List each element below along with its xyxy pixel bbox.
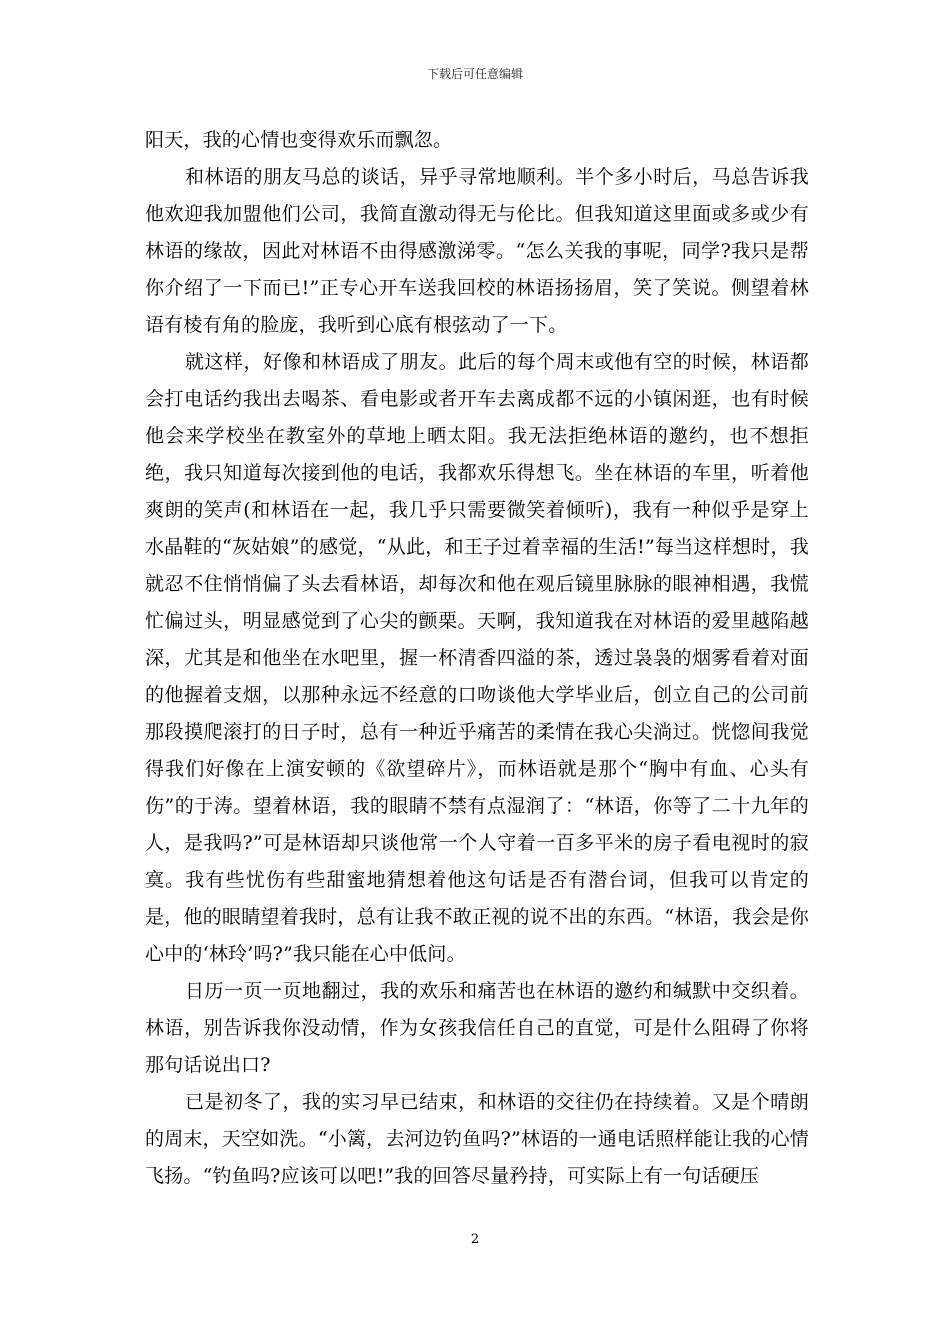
body-text — [145, 122, 809, 1195]
paragraph-3: 就这样，好像和林语成了朋友。此后的每个周末或他有空的时候，林语都会打电话约我出去喝茶、看电影或者开车去离成都不远的小镇闲逛，也有时候他会来学校坐在教室外的草地上晒太阳。我无法拒绝林语的邀约，也不想拒绝，我只知道每次接到他的电话，我都欢乐得想飞。坐在林语的车里，听着他爽朗的笑声(和林语在一起，我几乎只需要微笑着倾听)，我有一种似乎是穿上水晶鞋的“灰姑娘”的感觉，“从此，和王子过着幸福的生活!”每当这样想时，我就忍不住悄悄偏了头去看林语，却每次和他在观后镜里脉脉的眼神相遇，我慌忙偏过头，明显感觉到了心尖的颤栗。天啊，我知道我在对林语的爱里越陷越深，尤其是和他坐在水吧里，握一杯清香四溢的茶，透过袅袅的烟雾看着对面的他握着支烟，以那种永远不经意的口吻谈他大学毕业后，创立自己的公司前那段摸爬滚打的日子时，总有一种近乎痛苦的柔情在我心尖淌过。恍惚间我觉得我们好像在上演安顿的《欲望碎片》，而林语就是那个“胸中有血、心头有伤”的于涛。望着林语，我的眼睛不禁有点湿润了：“林语，你等了二十九年的人，是我吗?”可是林语却只谈他常一个人守着一百多平米的房子看电视时的寂寞。我有些忧伤有些甜蜜地猜想着他这句话是否有潜台词，但我可以肯定的是，他的眼睛望着我时，总有让我不敢正视的说不出的东西。“林语，我会是你心中的‘林玲’吗?”我只能在心中低问。 — [145, 351, 809, 965]
paragraph-1: 阳天，我的心情也变得欢乐而飘忽。 — [145, 129, 453, 151]
paragraph-2: 和林语的朋友马总的谈话，异乎寻常地顺利。半个多小时后，马总告诉我他欢迎我加盟他们公司，我简直激动得无与伦比。但我知道这里面或多或少有林语的缘故，因此对林语不由得感激涕零。“怎么关我的事呢，同学?我只是帮你介绍了一下而已!”正专心开车送我回校的林语扬扬眉，笑了笑说。侧望着林语有棱有角的脸庞，我听到心底有根弦动了一下。 — [145, 166, 809, 336]
paragraph-5: 已是初冬了，我的实习早已结束，和林语的交往仍在持续着。又是个晴朗的周末，天空如洗。“小篱，去河边钓鱼吗?”林语的一通电话照样能让我的心情飞扬。“钓鱼吗?应该可以吧!”我的回答尽量矜持，可实际上有一句话硬压 — [145, 1091, 809, 1187]
paragraph-4: 日历一页一页地翻过，我的欢乐和痛苦也在林语的邀约和缄默中交织着。林语，别告诉我你没动情，作为女孩我信任自己的直觉，可是什么阻碍了你将那句话说出口? — [145, 980, 809, 1076]
page-header: 下载后可任意编辑 — [426, 67, 523, 81]
page-number: 2 — [470, 1232, 480, 1247]
